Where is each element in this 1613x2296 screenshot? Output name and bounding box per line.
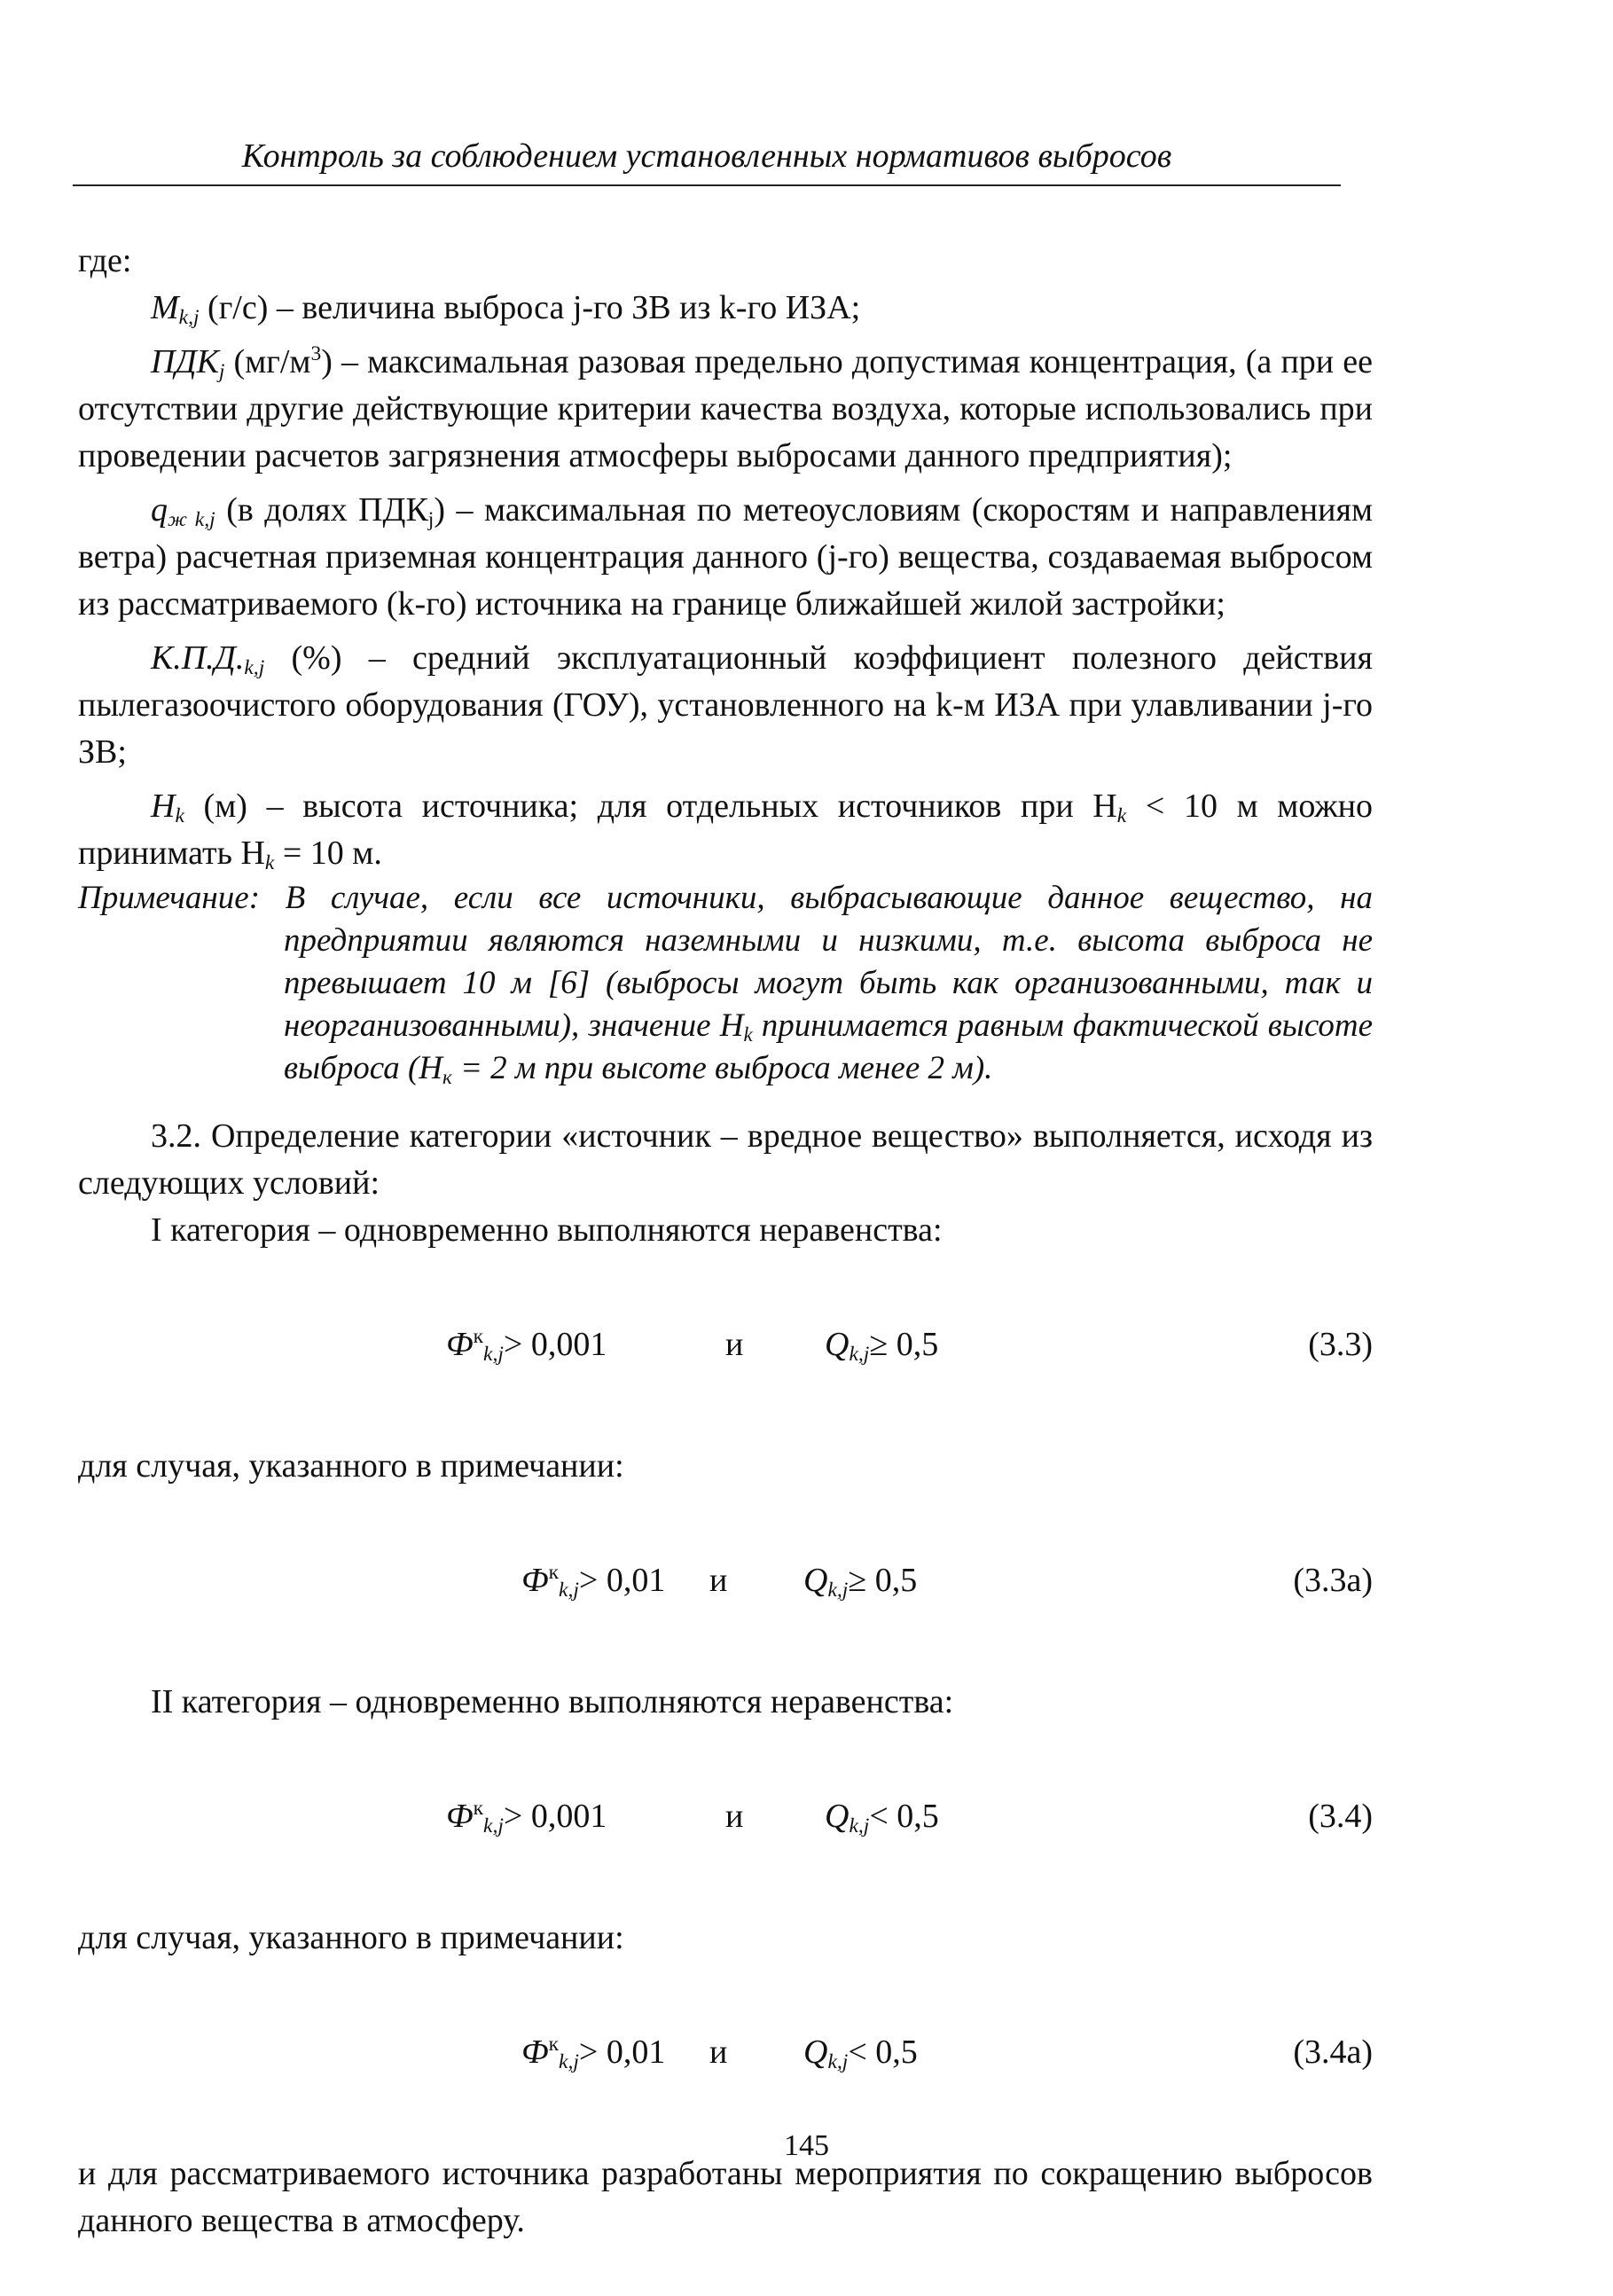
q-sub: k,j [849, 1814, 870, 1838]
phi-symbol: Ф [521, 1562, 549, 1599]
definition-h-text: (м) – высота источника; для отдельных источников при H [184, 788, 1117, 825]
phi-symbol: Ф [446, 1798, 474, 1835]
formula-3-4a-cond1: > 0,01 [578, 2033, 666, 2071]
case-note-1: для случая, указанного в примечании: [78, 1447, 624, 1485]
note-text: В случае, если все источники, выбрасывающие данное вещество, на предприятии являются наземными и низкими, т.е. высота выброса не превышает 10 м [6] (выбросы могут быть как организованными, так и неорганизованными), значение H [260, 880, 1373, 1044]
body-text [78, 238, 1373, 2245]
formula-3-3a-number: (3.3а) [1293, 1562, 1373, 1599]
phi-sub: k,j [559, 1579, 579, 1602]
q-sub: k,j [827, 2050, 849, 2073]
q-symbol: Q [825, 1326, 850, 1363]
q-symbol: Q [825, 1798, 850, 1835]
phi-sub: k,j [483, 1814, 504, 1838]
formula-3-3-and: и [725, 1326, 744, 1363]
formula-3-4-cond1: > 0,001 [503, 1798, 607, 1835]
note-text2: принимается равным фактической высоте выброса (H [284, 1007, 1374, 1086]
phi-symbol: Ф [446, 1326, 474, 1363]
q-symbol: Q [803, 1562, 828, 1599]
category-2-text: II категория – одновременно выполняются неравенства: [151, 1683, 954, 1720]
formula-3-4-phi [446, 1793, 607, 1840]
definition-q-text: (в долях ПДК [215, 491, 428, 529]
phi-sup: к [548, 2033, 560, 2056]
phi-sub: k,j [483, 1343, 504, 1366]
formula-3-4a-and: и [709, 2033, 728, 2071]
formula-3-3-number: (3.3) [1308, 1326, 1373, 1363]
formula-3-3a-cond2: ≥ 0,5 [848, 1562, 918, 1599]
phi-symbol: Ф [521, 2033, 549, 2071]
formula-3-3-cond2: ≥ 0,5 [869, 1326, 939, 1363]
definition-pdk [78, 339, 1373, 480]
definition-h [78, 783, 1373, 877]
symbol-h-sub2: k [1116, 804, 1127, 827]
phi-sup: к [473, 1797, 484, 1820]
formula-3-4a-phi [521, 2029, 666, 2076]
note-text3: = 2 м при высоте выброса менее 2 м). [451, 1050, 993, 1086]
symbol-kpd: К.П.Д. [151, 639, 245, 677]
formula-3-4a [78, 2029, 1373, 2076]
definition-q [78, 487, 1373, 628]
symbol-pdk: ПДК [151, 343, 219, 380]
formula-3-4a-number: (3.4а) [1293, 2033, 1373, 2071]
definition-pdk-text: ) – максимальная разовая предельно допустимая концентрация, (а при ее отсутствии другие действующие критерии качества воздуха, которые использовались при проведении расчетов загрязнения атмосферы выбросами данного предприятия); [78, 343, 1373, 474]
q-sub: k,j [849, 1343, 870, 1366]
formula-3-4 [78, 1793, 1373, 1840]
category-1-text: I категория – одновременно выполняются неравенства: [151, 1211, 943, 1249]
running-header: Контроль за соблюдением установленных нормативов выбросов [241, 137, 1172, 175]
q-symbol: Q [803, 2033, 828, 2071]
formula-3-4a-q [803, 2029, 918, 2076]
closing-paragraph: и для рассматриваемого источника разработаны мероприятия по сокращению выбросов данного вещества в атмосферу. [78, 2155, 1373, 2239]
formula-3-3a-cond1: > 0,01 [578, 1562, 666, 1599]
q-sub: k,j [827, 1579, 849, 1602]
section-3-2: 3.2. Определение категории «источник – вредное вещество» выполняется, исходя из следующих условий: [78, 1117, 1373, 1202]
phi-sup: к [548, 1561, 560, 1584]
definition-q-text2: ) – максимальная по метеоусловиям (скоростям и направлениям ветра) расчетная приземная концентрация данного (j-го) вещества, создаваемая выбросом из рассматриваемого (k-го) источника на границе ближайшей жилой застройки; [78, 491, 1373, 623]
symbol-q: q [151, 491, 168, 529]
symbol-h-sub: k [175, 804, 184, 827]
definition-h-text3: = 10 м. [274, 835, 382, 872]
where-label: где: [78, 242, 132, 279]
case-note-2: для случая, указанного в примечании: [78, 1919, 624, 1956]
formula-3-4a-cond2: < 0,5 [848, 2033, 918, 2071]
formula-3-3-phi [446, 1321, 607, 1368]
definition-m-text: (г/с) – величина выброса j-го ЗВ из k-го ИЗА; [199, 289, 861, 326]
phi-sup: к [473, 1325, 484, 1348]
symbol-q-sub: ж k,j [168, 508, 215, 531]
symbol-m: M [151, 289, 179, 326]
formula-3-3a [78, 1557, 1373, 1604]
formula-3-3-q [825, 1321, 939, 1368]
note-block [78, 877, 1373, 1090]
pdk-j-sub: j [427, 508, 435, 531]
header-rule [73, 184, 1341, 186]
formula-3-4-cond2: < 0,5 [869, 1798, 939, 1835]
definition-m [78, 285, 1373, 332]
symbol-h: H [151, 788, 176, 825]
page-number: 145 [784, 2129, 829, 2162]
note-label: Примечание: [78, 880, 261, 916]
phi-sub: k,j [559, 2050, 579, 2073]
definition-h-text2: < 10 м можно принимать H [78, 788, 1373, 872]
formula-3-4-q [825, 1793, 939, 1840]
note-sub2: к [442, 1066, 452, 1088]
formula-3-3a-and: и [709, 1562, 728, 1599]
formula-3-3-cond1: > 0,001 [503, 1326, 607, 1363]
formula-3-4-number: (3.4) [1308, 1798, 1373, 1835]
symbol-m-sub: k,j [178, 306, 200, 329]
definition-kpd-text: (%) – средний эксплуатационный коэффициент полезного действия пылегазоочистого оборудования (ГОУ), установленного на k-м ИЗА при улавливании j-го ЗВ; [78, 639, 1373, 771]
formula-3-3a-phi [521, 1557, 666, 1604]
note-sub: k [743, 1023, 753, 1046]
formula-3-3a-q [803, 1557, 918, 1604]
symbol-pdk-sub: j [218, 360, 225, 383]
definition-pdk-unit: (мг/м [224, 343, 311, 380]
symbol-h-sub3: k [264, 851, 275, 874]
definition-kpd [78, 635, 1373, 776]
unit-cube-sup: 3 [310, 342, 322, 365]
formula-3-3 [78, 1321, 1373, 1368]
formula-3-4-and: и [725, 1798, 744, 1835]
symbol-kpd-sub: k,j [244, 656, 265, 679]
